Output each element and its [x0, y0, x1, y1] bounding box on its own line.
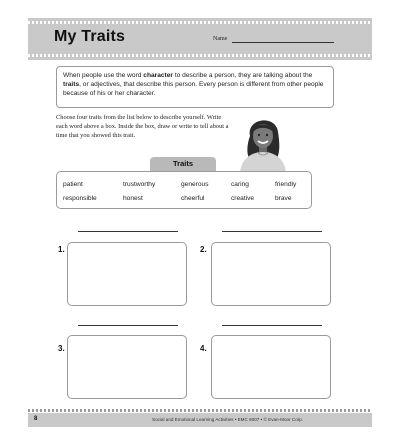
answer-box-3[interactable]	[67, 335, 187, 399]
box-number-2: 2.	[200, 245, 207, 254]
name-write-line[interactable]	[232, 42, 334, 43]
trait-write-line-2[interactable]	[222, 231, 322, 232]
trait-word: creative	[231, 195, 255, 202]
footer-perforation	[28, 409, 372, 412]
trait-write-line-1[interactable]	[78, 231, 178, 232]
trait-word: trustworthy	[123, 181, 156, 188]
page-title: My Traits	[54, 28, 126, 45]
trait-word: honest	[123, 195, 143, 202]
intro-bold-traits: traits	[63, 81, 80, 89]
name-label: Name	[213, 36, 228, 42]
instructions-text: Choose four traits from the list below to describe yourself. Write each word above a box. Inside the box, draw or write to tell about a time that you showed this trait.	[56, 114, 229, 139]
page-number: 8	[34, 416, 38, 422]
trait-word: cheerful	[181, 195, 205, 202]
trait-word: brave	[275, 195, 292, 202]
answer-box-4[interactable]	[211, 335, 331, 399]
box-number-1: 1.	[58, 245, 65, 254]
intro-bold-character: character	[143, 72, 173, 79]
trait-word: generous	[181, 181, 209, 188]
answer-box-2[interactable]	[211, 242, 331, 306]
traits-heading: Traits	[150, 157, 216, 171]
intro-text-1: When people use the word	[63, 72, 144, 79]
box-number-4: 4.	[200, 344, 207, 353]
intro-box	[56, 66, 334, 108]
trait-word: patient	[63, 181, 83, 188]
box-number-3: 3.	[58, 344, 65, 353]
header-perforation-top	[28, 21, 372, 24]
trait-word: friendly	[275, 181, 297, 188]
intro-text-2: to describe a person, they are talking about the	[172, 72, 313, 79]
trait-word: responsible	[63, 195, 97, 202]
trait-word: caring	[231, 181, 249, 188]
traits-word-box	[56, 171, 312, 209]
girl-portrait-image	[234, 110, 292, 172]
intro-text-3: , or adjectives, that describe this person. Every person is different from other people because of his or her character.	[63, 81, 324, 98]
header-perforation-bottom	[28, 54, 372, 57]
footer-credit: Social and Emotional Learning Activities • EMC 6007 • © Evan-Moor Corp.	[152, 417, 304, 422]
trait-write-line-4[interactable]	[222, 325, 322, 326]
answer-box-1[interactable]	[67, 242, 187, 306]
trait-write-line-3[interactable]	[78, 325, 178, 326]
